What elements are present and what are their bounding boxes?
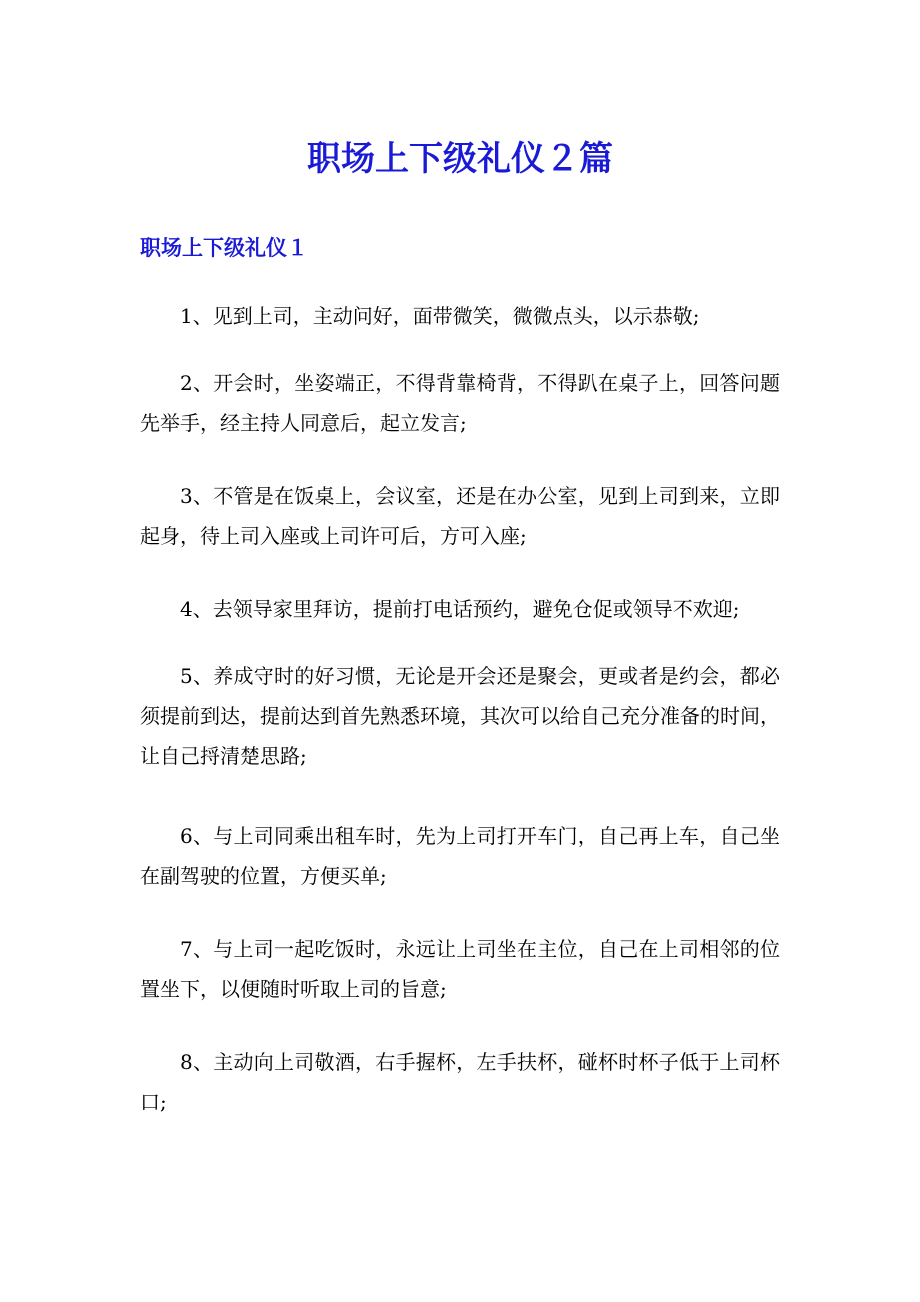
paragraph-8: 8、主动向上司敬酒，右手握杯，左手扶杯，碰杯时杯子低于上司杯口; (140, 1050, 780, 1114)
paragraph-3: 3、不管是在饭桌上，会议室，还是在办公室，见到上司到来，立即起身，待上司入座或上司许可后，方可入座; (140, 484, 780, 548)
paragraph-4: 4、去领导家里拜访，提前打电话预约，避免仓促或领导不欢迎; (180, 597, 740, 621)
paragraph-6: 6、与上司同乘出租车时，先为上司打开车门，自己再上车，自己坐在副驾驶的位置，方便买单; (140, 824, 780, 888)
document-title: 职场上下级礼仪２篇 (307, 139, 613, 179)
paragraph-2: 2、开会时，坐姿端正，不得背靠椅背，不得趴在桌子上，回答问题先举手，经主持人同意后，起立发言; (140, 371, 780, 435)
section-heading: 职场上下级礼仪１ (140, 235, 308, 260)
paragraph-7: 7、与上司一起吃饭时，永远让上司坐在主位，自己在上司相邻的位置坐下，以便随时听取上司的旨意; (140, 937, 780, 1001)
paragraph-1: 1、见到上司，主动问好，面带微笑，微微点头，以示恭敬; (180, 304, 700, 328)
paragraph-5: 5、养成守时的好习惯，无论是开会还是聚会，更或者是约会，都必须提前到达，提前达到首先熟悉环境，其次可以给自己充分准备的时间，让自己捋清楚思路; (140, 664, 780, 768)
